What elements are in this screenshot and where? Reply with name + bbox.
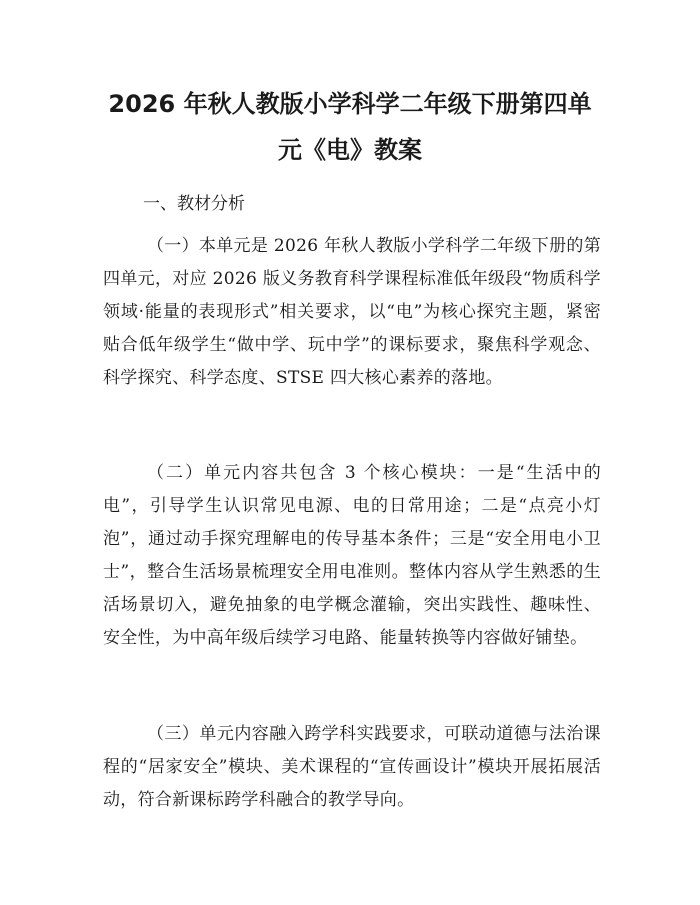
document-title-line-2: 元《电》教案: [278, 136, 422, 164]
section-heading-textbook-analysis: 一、教材分析: [143, 194, 245, 214]
paragraph-1: （一）本单元是 2026 年秋人教版小学科学二年级下册的第四单元，对应 2026 版义务教育科学课程标准低年级段“物质科学领域·能量的表现形式”相关要求，以“电”为核心探究主题，紧密贴合低年级学生“做中学、玩中学”的课标要求，聚焦科学观念、科学探究、科学态度、STSE 四大核心素养的落地。: [103, 236, 601, 388]
document-title-line-1: 2026 年秋人教版小学科学二年级下册第四单: [108, 90, 592, 118]
paragraph-3: （三）单元内容融入跨学科实践要求，可联动道德与法治课程的“居家安全”模块、美术课程的“宣传画设计”模块开展拓展活动，符合新课标跨学科融合的教学导向。: [103, 724, 601, 810]
paragraph-2: （二）单元内容共包含 3 个核心模块：一是“生活中的电”，引导学生认识常见电源、电的日常用途；二是“点亮小灯泡”，通过动手探究理解电的传导基本条件；三是“安全用电小卫士”，整合生活场景梳理安全用电准则。整体内容从学生熟悉的生活场景切入，避免抽象的电学概念灌输，突出实践性、趣味性、安全性，为中高年级后续学习电路、能量转换等内容做好铺垫。: [103, 463, 601, 648]
